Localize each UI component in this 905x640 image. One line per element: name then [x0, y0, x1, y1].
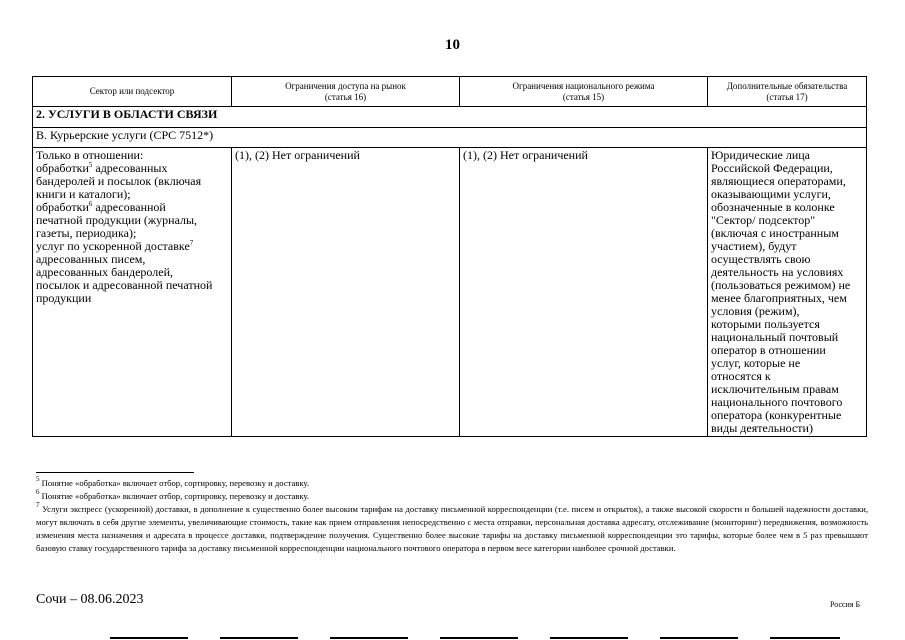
- additional-line: услуг, которые не: [711, 356, 801, 370]
- subsection-title: В. Курьерские услуги (CPC 7512*): [33, 128, 867, 148]
- document-stamp: Россия Б: [830, 600, 861, 609]
- additional-line: Российской Федерации,: [711, 161, 833, 175]
- header-national-treatment-article: (статья 15): [562, 91, 605, 102]
- commitment-row: [33, 148, 867, 437]
- footnote-5: $^5$ Понятие «обработка» включает отбор, сортировку, перевозку и доставку.: [36, 475, 310, 488]
- sector-item-2-line-3: газеты, периодика);: [36, 226, 137, 240]
- additional-line: национального почтового: [711, 395, 843, 409]
- header-additional-article: (статья 17): [766, 91, 808, 102]
- sector-intro: Только в отношении:: [36, 148, 144, 162]
- footnote-divider: [36, 472, 194, 473]
- additional-line: национальный почтовый: [711, 330, 839, 344]
- section-title: 2. УСЛУГИ В ОБЛАСТИ СВЯЗИ: [33, 107, 867, 128]
- page-number: 10: [445, 37, 460, 53]
- header-additional-title: Дополнительные обязательства: [726, 80, 848, 91]
- additional-line: "Сектор/ подсектор": [711, 213, 816, 227]
- additional-line: (включая с иностранным: [711, 226, 839, 240]
- additional-line: исключительным правам: [711, 382, 839, 396]
- header-market-access-article: (статья 16): [324, 91, 367, 102]
- section-row: [33, 107, 867, 128]
- sector-item-3-line-3: адресованных бандеролей,: [36, 265, 173, 279]
- header-additional: [708, 77, 867, 107]
- footnote-6: $^6$ Понятие «обработка» включает отбор, сортировку, перевозку и доставку.: [36, 488, 310, 501]
- sector-item-1-line-3: книги и каталоги);: [36, 187, 131, 201]
- header-sector: [33, 77, 232, 107]
- additional-line: обозначенные в колонке: [711, 200, 835, 214]
- additional-commitments-cell: [708, 148, 867, 437]
- additional-line: виды деятельности): [711, 421, 813, 435]
- additional-line: деятельность на условиях: [711, 265, 844, 279]
- sector-item-3-line-4: посылок и адресованной печатной: [36, 278, 213, 292]
- header-sector-label: Сектор или подсектор: [89, 86, 175, 96]
- sector-item-3-line-2: адресованных писем,: [36, 252, 146, 266]
- sector-item-2-line-2: печатной продукции (журналы,: [36, 213, 198, 227]
- footnote-ref-5: 5: [88, 161, 93, 169]
- table-header-row: [33, 77, 867, 107]
- header-national-treatment: [460, 77, 708, 107]
- market-access-cell: (1), (2) Нет ограничений: [232, 148, 460, 437]
- header-market-access-title: Ограничения доступа на рынок: [285, 80, 406, 91]
- header-market-access: [232, 77, 460, 107]
- page-bottom-edge: [110, 637, 840, 639]
- sector-item-3: услуг по ускоренной доставке$^7$: [36, 239, 194, 253]
- sector-item-1-line-2: бандеролей и посылок (включая: [36, 174, 202, 188]
- footnote-7: $^7$ Услуги экспресс (ускоренной) доставки, в дополнение к существенно более высоким тарифам на доставку письменной корреспонденции (т.е. писем и открыток), а также высокой скорости и большей надежности доставки, могут включать в себя другие элементы, увеличивающие стоимость, такие как прием отправления непосредственно с места отправки, персональная доставка адресату, отслеживание (мониторинг) передвижения, возможность изменения места назначения и адресата в процессе доставки, подтверждение получения. Существенно более высокие тарифы на доставку письменной корреспонденции это тарифы, которые более чем в 5 раз превышают базовую ставку государственного тарифа за доставку письменной корреспонденции национального почтового оператора в первом весе категории наиболее срочной доставки.: [36, 501, 868, 553]
- subsection-row: [33, 128, 867, 148]
- additional-line: (пользоваться режимом) не: [711, 278, 851, 292]
- sector-item-2: обработки$^6$ адресованной: [36, 200, 166, 214]
- national-treatment-cell: (1), (2) Нет ограничений: [460, 148, 708, 437]
- additional-line: относятся к: [711, 369, 771, 383]
- additional-line: являющиеся операторами,: [711, 174, 846, 188]
- sector-item-1: обработки$^5$ адресованных: [36, 161, 168, 175]
- additional-line: оператора (конкурентные: [711, 408, 842, 422]
- footnote-ref-7: 7: [189, 239, 194, 247]
- sector-cell: [33, 148, 232, 437]
- header-national-treatment-title: Ограничения национального режима: [512, 80, 655, 91]
- sector-item-3-line-5: продукции: [36, 291, 92, 305]
- additional-line: менее благоприятных, чем: [711, 291, 847, 305]
- additional-line: условия (режим),: [711, 304, 800, 318]
- commitments-table: [32, 76, 867, 437]
- footnotes: [36, 477, 868, 555]
- additional-line: которыми пользуется: [711, 317, 820, 331]
- additional-line: участием), будут: [711, 239, 797, 253]
- additional-line: осуществлять свою: [711, 252, 811, 266]
- additional-line: оператор в отношении: [711, 343, 826, 357]
- additional-line: Юридические лица: [711, 148, 811, 162]
- footnote-ref-6: 6: [88, 200, 93, 208]
- city-date: Сочи – 08.06.2023: [36, 592, 144, 607]
- additional-line: оказывающими услуги,: [711, 187, 831, 201]
